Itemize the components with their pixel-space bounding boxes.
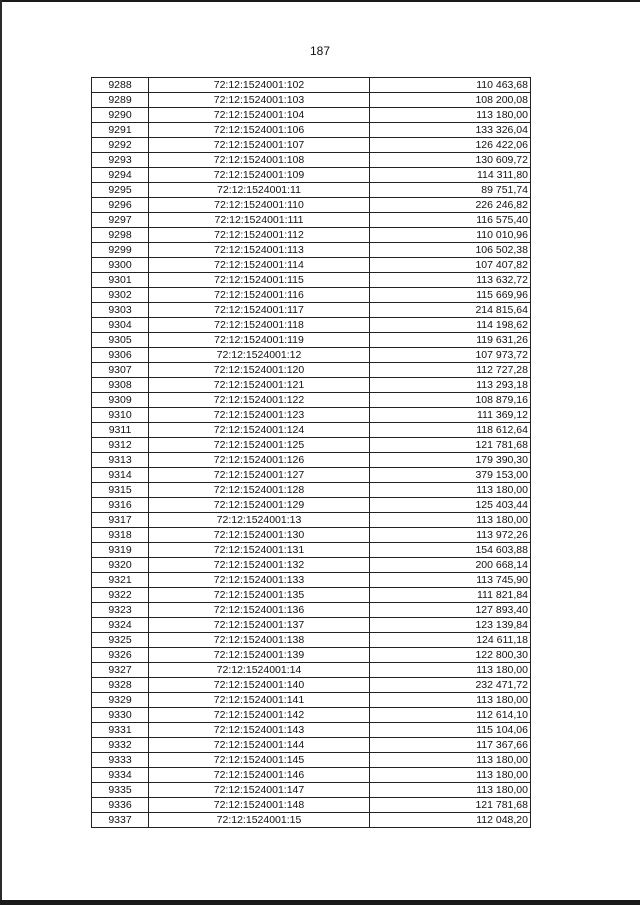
cadastral-value: 113 180,00	[370, 768, 531, 783]
cadastral-number: 72:12:1524001:140	[149, 678, 370, 693]
cadastral-value: 124 611,18	[370, 633, 531, 648]
cadastral-number: 72:12:1524001:14	[149, 663, 370, 678]
cadastral-value: 89 751,74	[370, 183, 531, 198]
cadastral-value: 111 821,84	[370, 588, 531, 603]
table-row	[92, 723, 531, 738]
row-number: 9290	[92, 108, 149, 123]
cadastral-number: 72:12:1524001:136	[149, 603, 370, 618]
row-number: 9296	[92, 198, 149, 213]
cadastral-number: 72:12:1524001:138	[149, 633, 370, 648]
cadastral-number: 72:12:1524001:111	[149, 213, 370, 228]
table-row	[92, 543, 531, 558]
table-row	[92, 783, 531, 798]
row-number: 9300	[92, 258, 149, 273]
cadastral-value: 113 745,90	[370, 573, 531, 588]
table-row	[92, 393, 531, 408]
cadastral-value: 379 153,00	[370, 468, 531, 483]
cadastral-value: 113 293,18	[370, 378, 531, 393]
table-row	[92, 228, 531, 243]
cadastral-number: 72:12:1524001:108	[149, 153, 370, 168]
table-row	[92, 93, 531, 108]
cadastral-value: 130 609,72	[370, 153, 531, 168]
cadastral-value: 214 815,64	[370, 303, 531, 318]
row-number: 9309	[92, 393, 149, 408]
table-row	[92, 498, 531, 513]
row-number: 9288	[92, 78, 149, 93]
cadastral-value: 121 781,68	[370, 438, 531, 453]
left-edge-rule	[0, 0, 2, 905]
table-row	[92, 198, 531, 213]
table-row	[92, 528, 531, 543]
cadastral-value: 113 180,00	[370, 108, 531, 123]
table-row	[92, 363, 531, 378]
cadastral-value: 113 180,00	[370, 693, 531, 708]
table-row	[92, 693, 531, 708]
table-row	[92, 678, 531, 693]
row-number: 9305	[92, 333, 149, 348]
row-number: 9289	[92, 93, 149, 108]
row-number: 9302	[92, 288, 149, 303]
row-number: 9292	[92, 138, 149, 153]
cadastral-number: 72:12:1524001:145	[149, 753, 370, 768]
table-row	[92, 648, 531, 663]
cadastral-number: 72:12:1524001:107	[149, 138, 370, 153]
cadastral-value: 125 403,44	[370, 498, 531, 513]
cadastral-number: 72:12:1524001:148	[149, 798, 370, 813]
row-number: 9304	[92, 318, 149, 333]
cadastral-value: 126 422,06	[370, 138, 531, 153]
cadastral-value: 123 139,84	[370, 618, 531, 633]
cadastral-value: 226 246,82	[370, 198, 531, 213]
row-number: 9315	[92, 483, 149, 498]
cadastral-number: 72:12:1524001:130	[149, 528, 370, 543]
page-number: 187	[309, 44, 331, 58]
table-row	[92, 468, 531, 483]
table-row	[92, 603, 531, 618]
row-number: 9324	[92, 618, 149, 633]
row-number: 9308	[92, 378, 149, 393]
table-row	[92, 303, 531, 318]
table-row	[92, 273, 531, 288]
row-number: 9320	[92, 558, 149, 573]
table-row	[92, 588, 531, 603]
table-row	[92, 153, 531, 168]
cadastral-number: 72:12:1524001:141	[149, 693, 370, 708]
cadastral-value: 232 471,72	[370, 678, 531, 693]
cadastral-value: 117 367,66	[370, 738, 531, 753]
cadastral-number: 72:12:1524001:135	[149, 588, 370, 603]
row-number: 9307	[92, 363, 149, 378]
cadastral-number: 72:12:1524001:144	[149, 738, 370, 753]
cadastral-number: 72:12:1524001:114	[149, 258, 370, 273]
row-number: 9312	[92, 438, 149, 453]
cadastral-value: 119 631,26	[370, 333, 531, 348]
cadastral-number: 72:12:1524001:127	[149, 468, 370, 483]
table-row	[92, 558, 531, 573]
cadastral-number: 72:12:1524001:143	[149, 723, 370, 738]
row-number: 9303	[92, 303, 149, 318]
cadastral-number: 72:12:1524001:103	[149, 93, 370, 108]
table-row	[92, 258, 531, 273]
cadastral-number: 72:12:1524001:11	[149, 183, 370, 198]
cadastral-value: 111 369,12	[370, 408, 531, 423]
cadastral-value: 107 407,82	[370, 258, 531, 273]
cadastral-number: 72:12:1524001:119	[149, 333, 370, 348]
row-number: 9326	[92, 648, 149, 663]
cadastral-number: 72:12:1524001:129	[149, 498, 370, 513]
cadastral-value: 116 575,40	[370, 213, 531, 228]
cadastral-value: 122 800,30	[370, 648, 531, 663]
row-number: 9323	[92, 603, 149, 618]
cadastral-number: 72:12:1524001:146	[149, 768, 370, 783]
row-number: 9330	[92, 708, 149, 723]
cadastral-value: 179 390,30	[370, 453, 531, 468]
cadastral-number: 72:12:1524001:128	[149, 483, 370, 498]
cadastral-value: 108 879,16	[370, 393, 531, 408]
cadastral-value: 115 104,06	[370, 723, 531, 738]
row-number: 9321	[92, 573, 149, 588]
table-row	[92, 108, 531, 123]
table-row	[92, 753, 531, 768]
row-number: 9333	[92, 753, 149, 768]
cadastral-number: 72:12:1524001:117	[149, 303, 370, 318]
row-number: 9313	[92, 453, 149, 468]
table-row	[92, 483, 531, 498]
cadastral-number: 72:12:1524001:121	[149, 378, 370, 393]
cadastral-value: 113 180,00	[370, 513, 531, 528]
table-row	[92, 513, 531, 528]
row-number: 9311	[92, 423, 149, 438]
cadastral-number: 72:12:1524001:110	[149, 198, 370, 213]
cadastral-value: 112 048,20	[370, 813, 531, 828]
cadastral-number: 72:12:1524001:102	[149, 78, 370, 93]
cadastral-number: 72:12:1524001:116	[149, 288, 370, 303]
cadastral-value: 113 180,00	[370, 663, 531, 678]
cadastral-value: 107 973,72	[370, 348, 531, 363]
row-number: 9329	[92, 693, 149, 708]
cadastral-number: 72:12:1524001:113	[149, 243, 370, 258]
cadastral-number: 72:12:1524001:12	[149, 348, 370, 363]
cadastral-value: 108 200,08	[370, 93, 531, 108]
table-row	[92, 288, 531, 303]
row-number: 9325	[92, 633, 149, 648]
row-number: 9294	[92, 168, 149, 183]
table-row	[92, 408, 531, 423]
table-row	[92, 423, 531, 438]
cadastral-number: 72:12:1524001:112	[149, 228, 370, 243]
cadastral-number: 72:12:1524001:139	[149, 648, 370, 663]
row-number: 9299	[92, 243, 149, 258]
cadastral-value: 113 180,00	[370, 483, 531, 498]
table-row	[92, 438, 531, 453]
table-row	[92, 318, 531, 333]
cadastral-value: 114 311,80	[370, 168, 531, 183]
cadastral-value: 113 632,72	[370, 273, 531, 288]
table-row	[92, 333, 531, 348]
bottom-edge-rule	[0, 900, 640, 905]
table-row	[92, 138, 531, 153]
cadastral-number: 72:12:1524001:137	[149, 618, 370, 633]
cadastral-number: 72:12:1524001:125	[149, 438, 370, 453]
row-number: 9328	[92, 678, 149, 693]
table-row	[92, 78, 531, 93]
row-number: 9334	[92, 768, 149, 783]
row-number: 9295	[92, 183, 149, 198]
cadastral-number: 72:12:1524001:142	[149, 708, 370, 723]
cadastral-number: 72:12:1524001:120	[149, 363, 370, 378]
row-number: 9301	[92, 273, 149, 288]
cadastral-number: 72:12:1524001:104	[149, 108, 370, 123]
cadastral-number: 72:12:1524001:109	[149, 168, 370, 183]
table-row	[92, 813, 531, 828]
row-number: 9314	[92, 468, 149, 483]
row-number: 9317	[92, 513, 149, 528]
row-number: 9331	[92, 723, 149, 738]
cadastral-number: 72:12:1524001:123	[149, 408, 370, 423]
row-number: 9291	[92, 123, 149, 138]
row-number: 9332	[92, 738, 149, 753]
cadastral-number: 72:12:1524001:147	[149, 783, 370, 798]
row-number: 9310	[92, 408, 149, 423]
row-number: 9297	[92, 213, 149, 228]
cadastral-number: 72:12:1524001:133	[149, 573, 370, 588]
cadastral-value: 118 612,64	[370, 423, 531, 438]
cadastral-number: 72:12:1524001:118	[149, 318, 370, 333]
cadastral-number: 72:12:1524001:122	[149, 393, 370, 408]
table-row	[92, 798, 531, 813]
cadastral-value: 110 010,96	[370, 228, 531, 243]
cadastral-value: 113 972,26	[370, 528, 531, 543]
cadastral-value: 133 326,04	[370, 123, 531, 138]
cadastral-value: 112 727,28	[370, 363, 531, 378]
table-body	[92, 78, 531, 828]
cadastral-value: 154 603,88	[370, 543, 531, 558]
row-number: 9293	[92, 153, 149, 168]
cadastral-number: 72:12:1524001:126	[149, 453, 370, 468]
cadastral-number: 72:12:1524001:15	[149, 813, 370, 828]
cadastral-number: 72:12:1524001:132	[149, 558, 370, 573]
cadastral-number: 72:12:1524001:124	[149, 423, 370, 438]
row-number: 9319	[92, 543, 149, 558]
cadastral-value: 106 502,38	[370, 243, 531, 258]
table-row	[92, 378, 531, 393]
cadastral-value: 127 893,40	[370, 603, 531, 618]
row-number: 9298	[92, 228, 149, 243]
row-number: 9306	[92, 348, 149, 363]
row-number: 9335	[92, 783, 149, 798]
table-row	[92, 183, 531, 198]
cadastral-value: 110 463,68	[370, 78, 531, 93]
cadastral-value: 115 669,96	[370, 288, 531, 303]
cadastral-value: 114 198,62	[370, 318, 531, 333]
cadastral-value: 113 180,00	[370, 753, 531, 768]
cadastral-value: 121 781,68	[370, 798, 531, 813]
cadastral-number: 72:12:1524001:13	[149, 513, 370, 528]
cadastral-number: 72:12:1524001:106	[149, 123, 370, 138]
table-row	[92, 453, 531, 468]
row-number: 9318	[92, 528, 149, 543]
table-row	[92, 633, 531, 648]
top-edge-rule	[0, 0, 640, 2]
table-row	[92, 243, 531, 258]
table-row	[92, 348, 531, 363]
cadastral-value: 113 180,00	[370, 783, 531, 798]
row-number: 9316	[92, 498, 149, 513]
table-row	[92, 738, 531, 753]
table-row	[92, 663, 531, 678]
table-row	[92, 123, 531, 138]
table-row	[92, 168, 531, 183]
table-row	[92, 768, 531, 783]
cadastral-number: 72:12:1524001:131	[149, 543, 370, 558]
cadastral-number: 72:12:1524001:115	[149, 273, 370, 288]
row-number: 9337	[92, 813, 149, 828]
row-number: 9336	[92, 798, 149, 813]
table-row	[92, 618, 531, 633]
cadastral-value: 200 668,14	[370, 558, 531, 573]
cadastral-value: 112 614,10	[370, 708, 531, 723]
table-row	[92, 573, 531, 588]
cadastral-value-table	[91, 77, 531, 828]
table-row	[92, 708, 531, 723]
row-number: 9327	[92, 663, 149, 678]
table-row	[92, 213, 531, 228]
row-number: 9322	[92, 588, 149, 603]
